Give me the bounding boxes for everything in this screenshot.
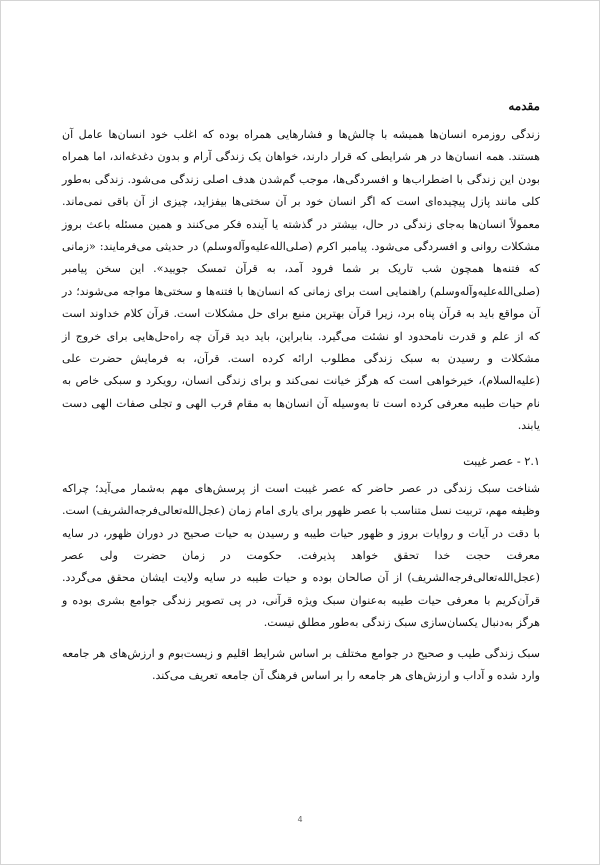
subsection-heading: ۲.۱ - عصر غیبت [463,454,540,468]
occultation-paragraph: شناخت سبک زندگی در عصر حاضر که عصر غیبت است از پرسش‌های مهم به‌شمار می‌آید؛ چراکه وظیفه مهم، تربیت نسل متناسب با عصر ظهور برای یاری امام زمان (عجل‌الله‌تعالی‌فرجه‌الشریف) است. با دقت در آیات و روایات بروز و ظهور حیات طیبه و رسیدن به حیات صحیح در دوران ظهور، در سایه معرفت حجت خدا تحقق خواهد پذیرفت. حکومت در زمان حضرت ولی عصر (عجل‌الله‌تعالی‌فرجه‌الشریف) از آن صالحان بوده و حیات طیبه در سایه ولایت ایشان محقق می‌گردد. قرآن‌کریم با معرفی حیات طیبه به‌عنوان سبک ویژه قرآنی، در پی تصویر زندگی جوامع بشری بوده و هرگز به‌دنبال یکسان‌سازی سبک زندگی به‌طور مطلق نیست. [62,481,540,630]
document-body [62,98,540,687]
section-heading: مقدمه [508,99,540,113]
intro-paragraph: زندگی روزمره انسان‌ها همیشه با چالش‌ها و فشارهایی همراه بوده که اغلب خود انسان‌ها عامل آن هستند. همه انسان‌ها در هر شرایطی که قرار دارند، خواهان یک زندگی آرام و بدون دغدغه‌اند، اما همراه بودن این زندگی با اضطراب‌ها و افسردگی‌ها، موجب گم‌شدن هدف اصلی زندگی می‌شود. زندگی به‌طور کلی مانند پازل پیچیده‌ای است که اگر انسان خود بر آن سختی‌ها بیفزاید، چیزی از آن باقی نمی‌ماند. معمولاً انسان‌ها به‌جای زندگی در حال، بیشتر در گذشته یا آینده فکر می‌کنند و همین مسئله باعث بروز مشکلات روانی و افسردگی می‌شود. پیامبر اکرم (صلی‌الله‌علیه‌وآله‌وسلم) در حدیثی می‌فرمایند: «زمانی که فتنه‌ها همچون شب تاریک بر شما فرود آمد، به قرآن تمسک جویید». این سخن پیامبر (صلی‌الله‌علیه‌وآله‌وسلم) راهنمایی است برای زمانی که انسان‌ها با فتنه‌ها و سختی‌ها مواجه می‌شوند؛ در آن مواقع باید به قرآن پناه برد، زیرا قرآن بهترین منبع برای حل مشکلات است. قرآن کلام خداوند است که از علم و قدرت نامحدود او نشئت می‌گیرد. بنابراین، باید دید قرآن چه راه‌حل‌هایی برای خروج از مشکلات و رسیدن به سبک زندگی مطلوب ارائه کرده است. قرآن، به فرمایش حضرت علی (علیه‌السلام)، خیرخواهی است که هرگز خیانت نمی‌کند و برای زندگی انسان، رویکرد و سبکی خاص به نام حیات طیبه معرفی کرده است تا به‌وسیله آن انسان‌ها به مقام قرب الهی و تجلی صفات الهی دست یابند. [62,128,540,433]
lifestyle-paragraph: سبک زندگی طیب و صحیح در جوامع مختلف بر اساس شرایط اقلیم و زیست‌بوم و ارزش‌های هر جامعه وارد شده و آداب و ارزش‌های هر جامعه را بر اساس فرهنگ آن جامعه تعریف می‌کند. [62,646,540,682]
page-number: 4 [297,815,303,824]
